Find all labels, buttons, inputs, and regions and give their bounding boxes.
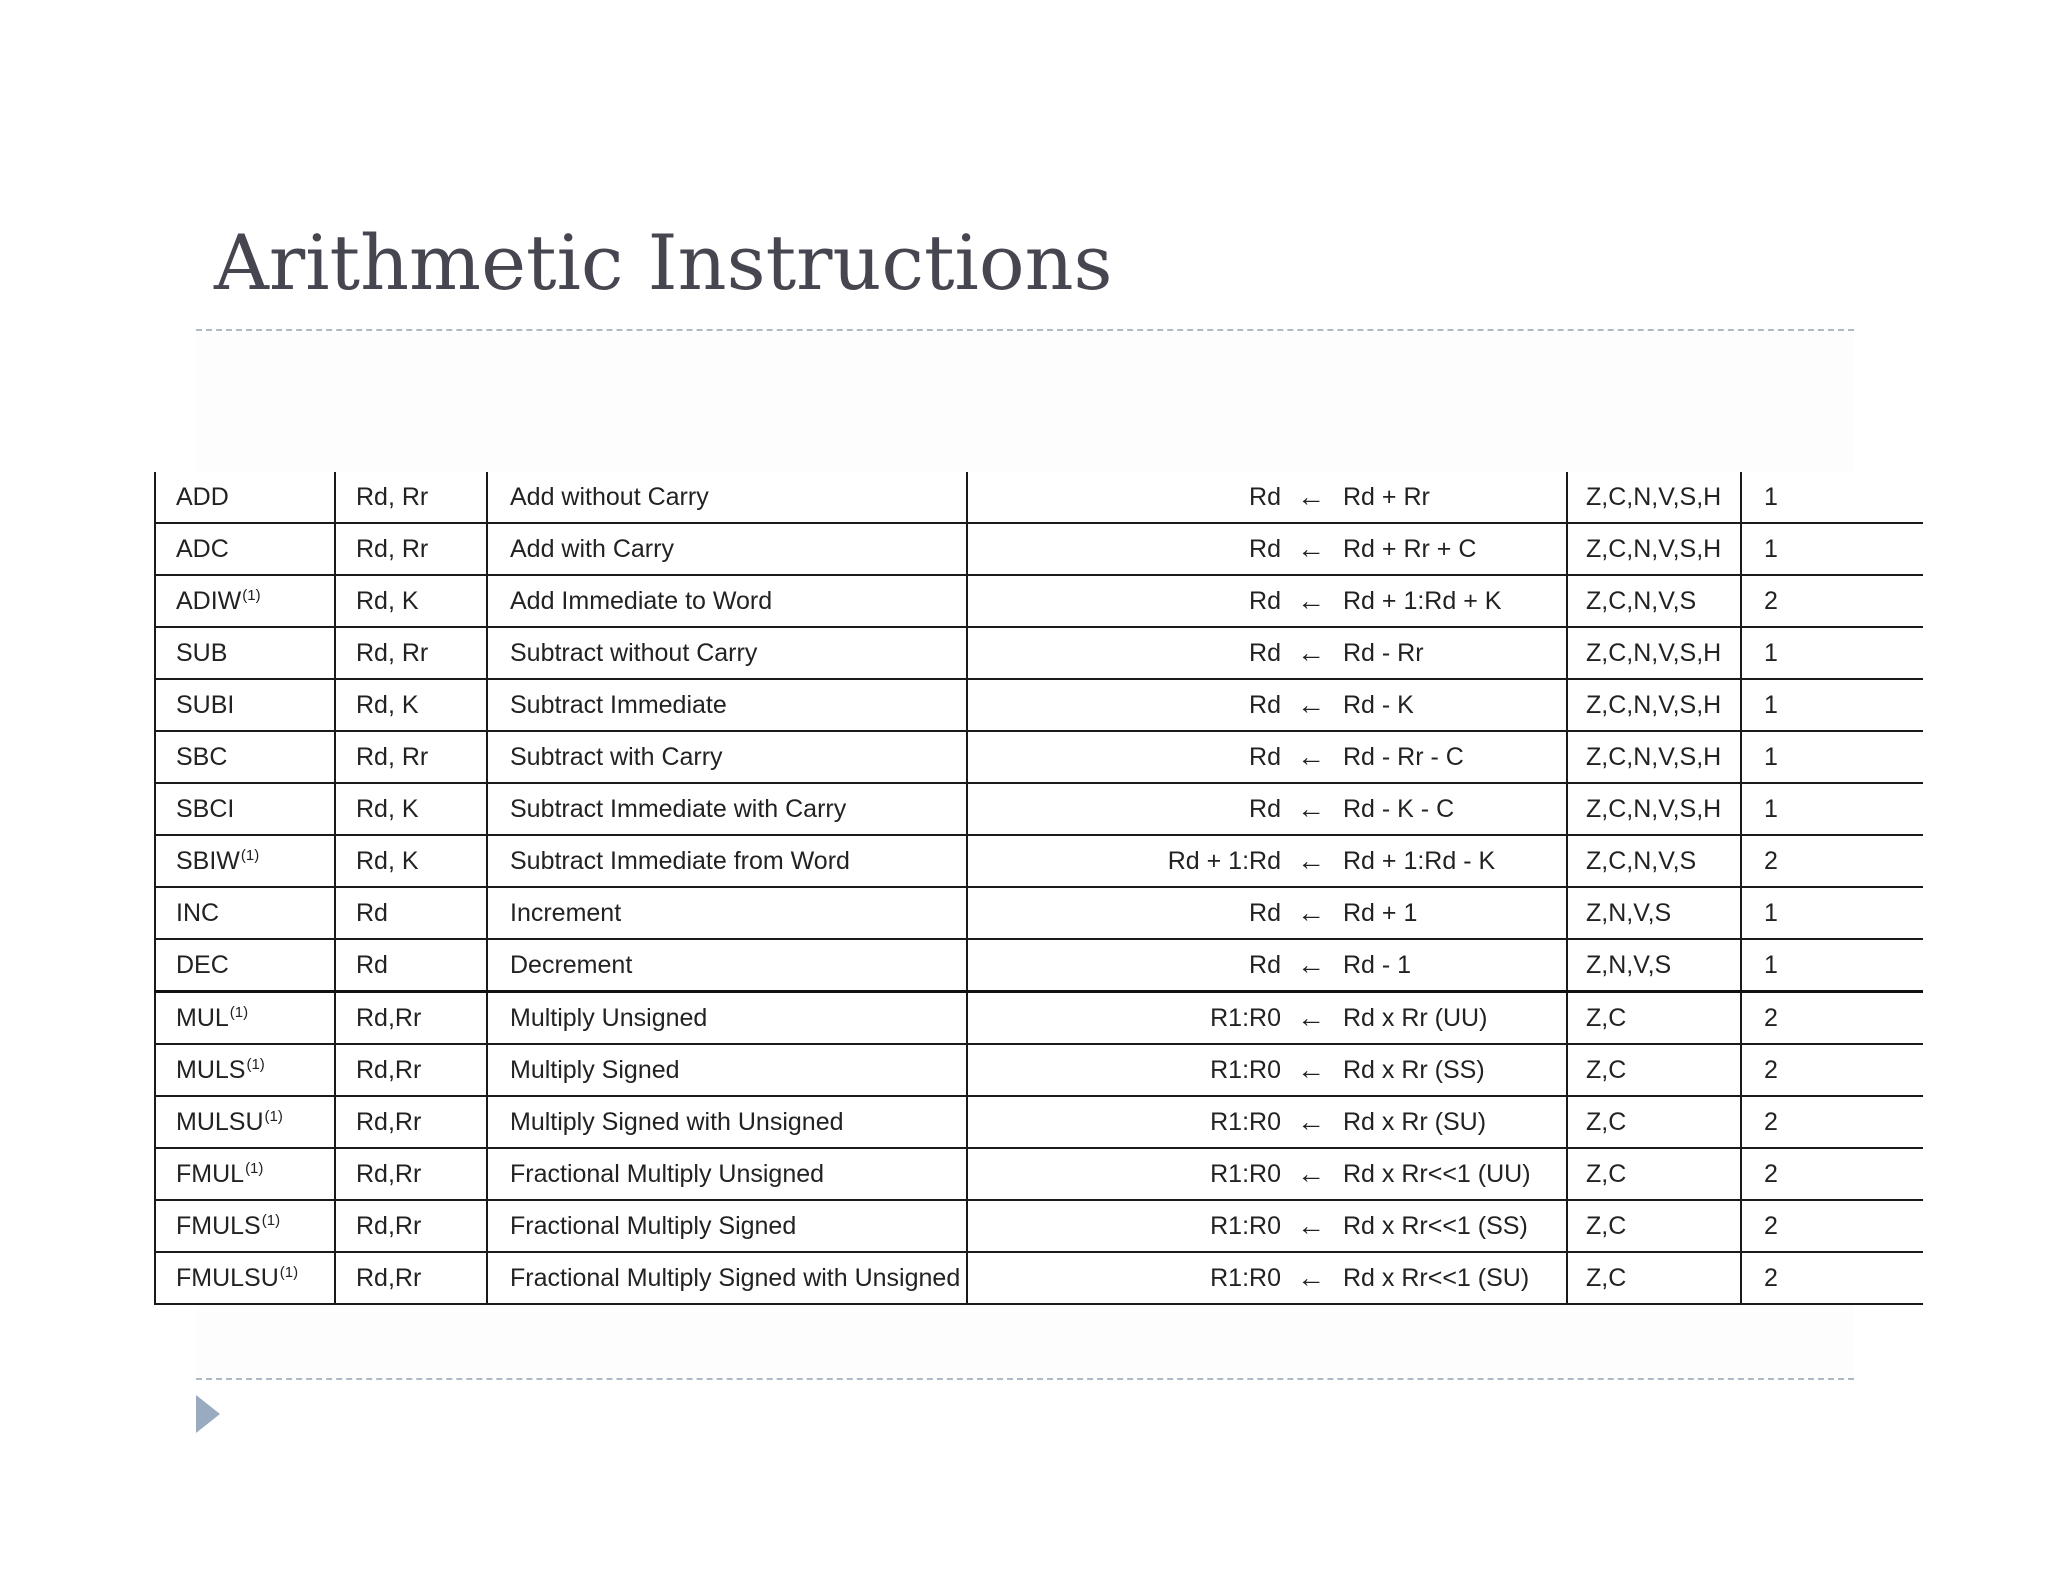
description-cell: Subtract without Carry <box>487 627 967 679</box>
cycles-cell: 1 <box>1741 472 1923 523</box>
left-arrow-icon: ← <box>1287 575 1335 627</box>
destination-cell: R1:R0 <box>967 1096 1287 1148</box>
operands-cell: Rd,Rr <box>335 1148 487 1200</box>
description-cell: Subtract Immediate with Carry <box>487 783 967 835</box>
cycles-cell: 1 <box>1741 731 1923 783</box>
mnemonic-cell <box>155 731 335 783</box>
expression-cell: Rd x Rr (SS) <box>1335 1044 1567 1096</box>
flags-cell: Z,C <box>1567 1096 1741 1148</box>
expression-cell: Rd + Rr <box>1335 472 1567 523</box>
operands-cell: Rd,Rr <box>335 1096 487 1148</box>
mnemonic-cell <box>155 1148 335 1200</box>
destination-cell: Rd <box>967 887 1287 939</box>
left-arrow-icon: ← <box>1287 1148 1335 1200</box>
flags-cell: Z,C,N,V,S <box>1567 835 1741 887</box>
expression-cell: Rd x Rr (UU) <box>1335 992 1567 1045</box>
operands-cell: Rd, Rr <box>335 627 487 679</box>
table-row <box>155 939 1923 992</box>
table-row <box>155 523 1923 575</box>
mnemonic-cell <box>155 939 335 992</box>
table-row <box>155 1044 1923 1096</box>
mnemonic: FMULSU <box>176 1263 279 1292</box>
mnemonic: ADIW <box>176 586 242 615</box>
flags-cell: Z,C <box>1567 1252 1741 1304</box>
flags-cell: Z,C <box>1567 1044 1741 1096</box>
flags-cell: Z,C <box>1567 1148 1741 1200</box>
table-row <box>155 1252 1923 1304</box>
destination-cell: Rd <box>967 783 1287 835</box>
cycles-cell: 2 <box>1741 835 1923 887</box>
mnemonic-cell <box>155 835 335 887</box>
destination-cell: R1:R0 <box>967 1044 1287 1096</box>
cycles-cell: 2 <box>1741 1200 1923 1252</box>
description-cell: Fractional Multiply Signed with Unsigned <box>487 1252 967 1304</box>
cycles-cell: 1 <box>1741 627 1923 679</box>
flags-cell: Z,C,N,V,S,H <box>1567 523 1741 575</box>
table-row <box>155 472 1923 523</box>
mnemonic: FMUL <box>176 1159 245 1188</box>
instruction-table <box>154 472 1923 1305</box>
footnote-marker: (1) <box>240 846 260 864</box>
operands-cell: Rd, K <box>335 575 487 627</box>
cycles-cell: 1 <box>1741 783 1923 835</box>
operands-cell: Rd,Rr <box>335 992 487 1045</box>
expression-cell: Rd + Rr + C <box>1335 523 1567 575</box>
footnote-marker: (1) <box>261 1211 281 1229</box>
destination-cell: Rd <box>967 679 1287 731</box>
destination-cell: R1:R0 <box>967 1200 1287 1252</box>
mnemonic-cell <box>155 1096 335 1148</box>
expression-cell: Rd + 1 <box>1335 887 1567 939</box>
table-row <box>155 679 1923 731</box>
description-cell: Subtract Immediate from Word <box>487 835 967 887</box>
table-row <box>155 887 1923 939</box>
mnemonic: DEC <box>176 950 229 979</box>
table-row <box>155 1096 1923 1148</box>
mnemonic-cell <box>155 1252 335 1304</box>
mnemonic-cell <box>155 575 335 627</box>
left-arrow-icon: ← <box>1287 627 1335 679</box>
mnemonic: MUL <box>176 1003 229 1032</box>
destination-cell: Rd <box>967 939 1287 992</box>
destination-cell: R1:R0 <box>967 1252 1287 1304</box>
cycles-cell: 2 <box>1741 1252 1923 1304</box>
destination-cell: Rd <box>967 731 1287 783</box>
description-cell: Subtract Immediate <box>487 679 967 731</box>
left-arrow-icon: ← <box>1287 939 1335 992</box>
mnemonic: ADD <box>176 482 229 511</box>
footnote-marker: (1) <box>264 1107 283 1125</box>
mnemonic-cell <box>155 472 335 523</box>
mnemonic: ADC <box>176 534 229 563</box>
operands-cell: Rd <box>335 939 487 992</box>
mnemonic: MULS <box>176 1055 246 1084</box>
table-row <box>155 783 1923 835</box>
table-row <box>155 992 1923 1045</box>
mnemonic-cell <box>155 887 335 939</box>
mnemonic: MULSU <box>176 1107 264 1136</box>
operands-cell: Rd, K <box>335 783 487 835</box>
description-cell: Multiply Signed <box>487 1044 967 1096</box>
description-cell: Multiply Signed with Unsigned <box>487 1096 967 1148</box>
operands-cell: Rd,Rr <box>335 1252 487 1304</box>
expression-cell: Rd x Rr<<1 (SS) <box>1335 1200 1567 1252</box>
cycles-cell: 2 <box>1741 1148 1923 1200</box>
expression-cell: Rd - Rr - C <box>1335 731 1567 783</box>
description-cell: Fractional Multiply Unsigned <box>487 1148 967 1200</box>
cycles-cell: 1 <box>1741 939 1923 992</box>
expression-cell: Rd + 1:Rd + K <box>1335 575 1567 627</box>
instruction-table-body <box>155 472 1923 1304</box>
left-arrow-icon: ← <box>1287 523 1335 575</box>
operands-cell: Rd <box>335 887 487 939</box>
table-row <box>155 731 1923 783</box>
description-cell: Increment <box>487 887 967 939</box>
cycles-cell: 2 <box>1741 1044 1923 1096</box>
mnemonic: SBIW <box>176 846 240 875</box>
expression-cell: Rd - Rr <box>1335 627 1567 679</box>
operands-cell: Rd,Rr <box>335 1044 487 1096</box>
footnote-marker: (1) <box>245 1159 264 1177</box>
mnemonic: SBCI <box>176 794 235 823</box>
flags-cell: Z,C,N,V,S,H <box>1567 472 1741 523</box>
expression-cell: Rd - K <box>1335 679 1567 731</box>
destination-cell: Rd + 1:Rd <box>967 835 1287 887</box>
expression-cell: Rd x Rr<<1 (SU) <box>1335 1252 1567 1304</box>
cycles-cell: 1 <box>1741 523 1923 575</box>
table-row <box>155 1148 1923 1200</box>
left-arrow-icon: ← <box>1287 679 1335 731</box>
footnote-marker: (1) <box>242 586 261 604</box>
footnote-marker: (1) <box>246 1055 265 1073</box>
left-arrow-icon: ← <box>1287 1096 1335 1148</box>
cycles-cell: 1 <box>1741 679 1923 731</box>
left-arrow-icon: ← <box>1287 472 1335 523</box>
left-arrow-icon: ← <box>1287 835 1335 887</box>
mnemonic: INC <box>176 898 220 927</box>
expression-cell: Rd x Rr<<1 (UU) <box>1335 1148 1567 1200</box>
destination-cell: Rd <box>967 575 1287 627</box>
mnemonic-cell <box>155 1200 335 1252</box>
mnemonic-cell <box>155 523 335 575</box>
flags-cell: Z,C,N,V,S,H <box>1567 783 1741 835</box>
expression-cell: Rd x Rr (SU) <box>1335 1096 1567 1148</box>
mnemonic: SBC <box>176 742 228 771</box>
mnemonic-cell <box>155 627 335 679</box>
operands-cell: Rd, K <box>335 835 487 887</box>
mnemonic-cell <box>155 1044 335 1096</box>
operands-cell: Rd, Rr <box>335 731 487 783</box>
mnemonic: FMULS <box>176 1211 261 1240</box>
footnote-marker: (1) <box>229 1003 249 1021</box>
cycles-cell: 2 <box>1741 575 1923 627</box>
destination-cell: Rd <box>967 627 1287 679</box>
description-cell: Fractional Multiply Signed <box>487 1200 967 1252</box>
left-arrow-icon: ← <box>1287 731 1335 783</box>
left-arrow-icon: ← <box>1287 783 1335 835</box>
table-row <box>155 835 1923 887</box>
left-arrow-icon: ← <box>1287 1044 1335 1096</box>
flags-cell: Z,C <box>1567 1200 1741 1252</box>
flags-cell: Z,N,V,S <box>1567 939 1741 992</box>
flags-cell: Z,C,N,V,S,H <box>1567 627 1741 679</box>
destination-cell: R1:R0 <box>967 1148 1287 1200</box>
flags-cell: Z,C,N,V,S <box>1567 575 1741 627</box>
left-arrow-icon: ← <box>1287 1252 1335 1304</box>
description-cell: Add Immediate to Word <box>487 575 967 627</box>
operands-cell: Rd, Rr <box>335 472 487 523</box>
flags-cell: Z,N,V,S <box>1567 887 1741 939</box>
operands-cell: Rd, Rr <box>335 523 487 575</box>
left-arrow-icon: ← <box>1287 887 1335 939</box>
mnemonic-cell <box>155 992 335 1045</box>
flags-cell: Z,C <box>1567 992 1741 1045</box>
cycles-cell: 2 <box>1741 992 1923 1045</box>
instruction-table-container <box>154 472 1922 1304</box>
operands-cell: Rd, K <box>335 679 487 731</box>
bottom-divider <box>196 1378 1854 1380</box>
table-row <box>155 627 1923 679</box>
destination-cell: Rd <box>967 472 1287 523</box>
description-cell: Multiply Unsigned <box>487 992 967 1045</box>
cycles-cell: 2 <box>1741 1096 1923 1148</box>
mnemonic-cell <box>155 783 335 835</box>
left-arrow-icon: ← <box>1287 1200 1335 1252</box>
description-cell: Subtract with Carry <box>487 731 967 783</box>
expression-cell: Rd + 1:Rd - K <box>1335 835 1567 887</box>
table-row <box>155 575 1923 627</box>
destination-cell: R1:R0 <box>967 992 1287 1045</box>
footnote-marker: (1) <box>279 1263 299 1281</box>
mnemonic: SUBI <box>176 690 235 719</box>
operands-cell: Rd,Rr <box>335 1200 487 1252</box>
top-divider <box>196 329 1854 331</box>
table-row <box>155 1200 1923 1252</box>
description-cell: Add without Carry <box>487 472 967 523</box>
flags-cell: Z,C,N,V,S,H <box>1567 679 1741 731</box>
left-arrow-icon: ← <box>1287 992 1335 1045</box>
flags-cell: Z,C,N,V,S,H <box>1567 731 1741 783</box>
slide-title: Arithmetic Instructions <box>214 218 1113 307</box>
expression-cell: Rd - 1 <box>1335 939 1567 992</box>
description-cell: Add with Carry <box>487 523 967 575</box>
mnemonic: SUB <box>176 638 228 667</box>
mnemonic-cell <box>155 679 335 731</box>
description-cell: Decrement <box>487 939 967 992</box>
destination-cell: Rd <box>967 523 1287 575</box>
expression-cell: Rd - K - C <box>1335 783 1567 835</box>
cycles-cell: 1 <box>1741 887 1923 939</box>
play-icon <box>196 1395 220 1433</box>
